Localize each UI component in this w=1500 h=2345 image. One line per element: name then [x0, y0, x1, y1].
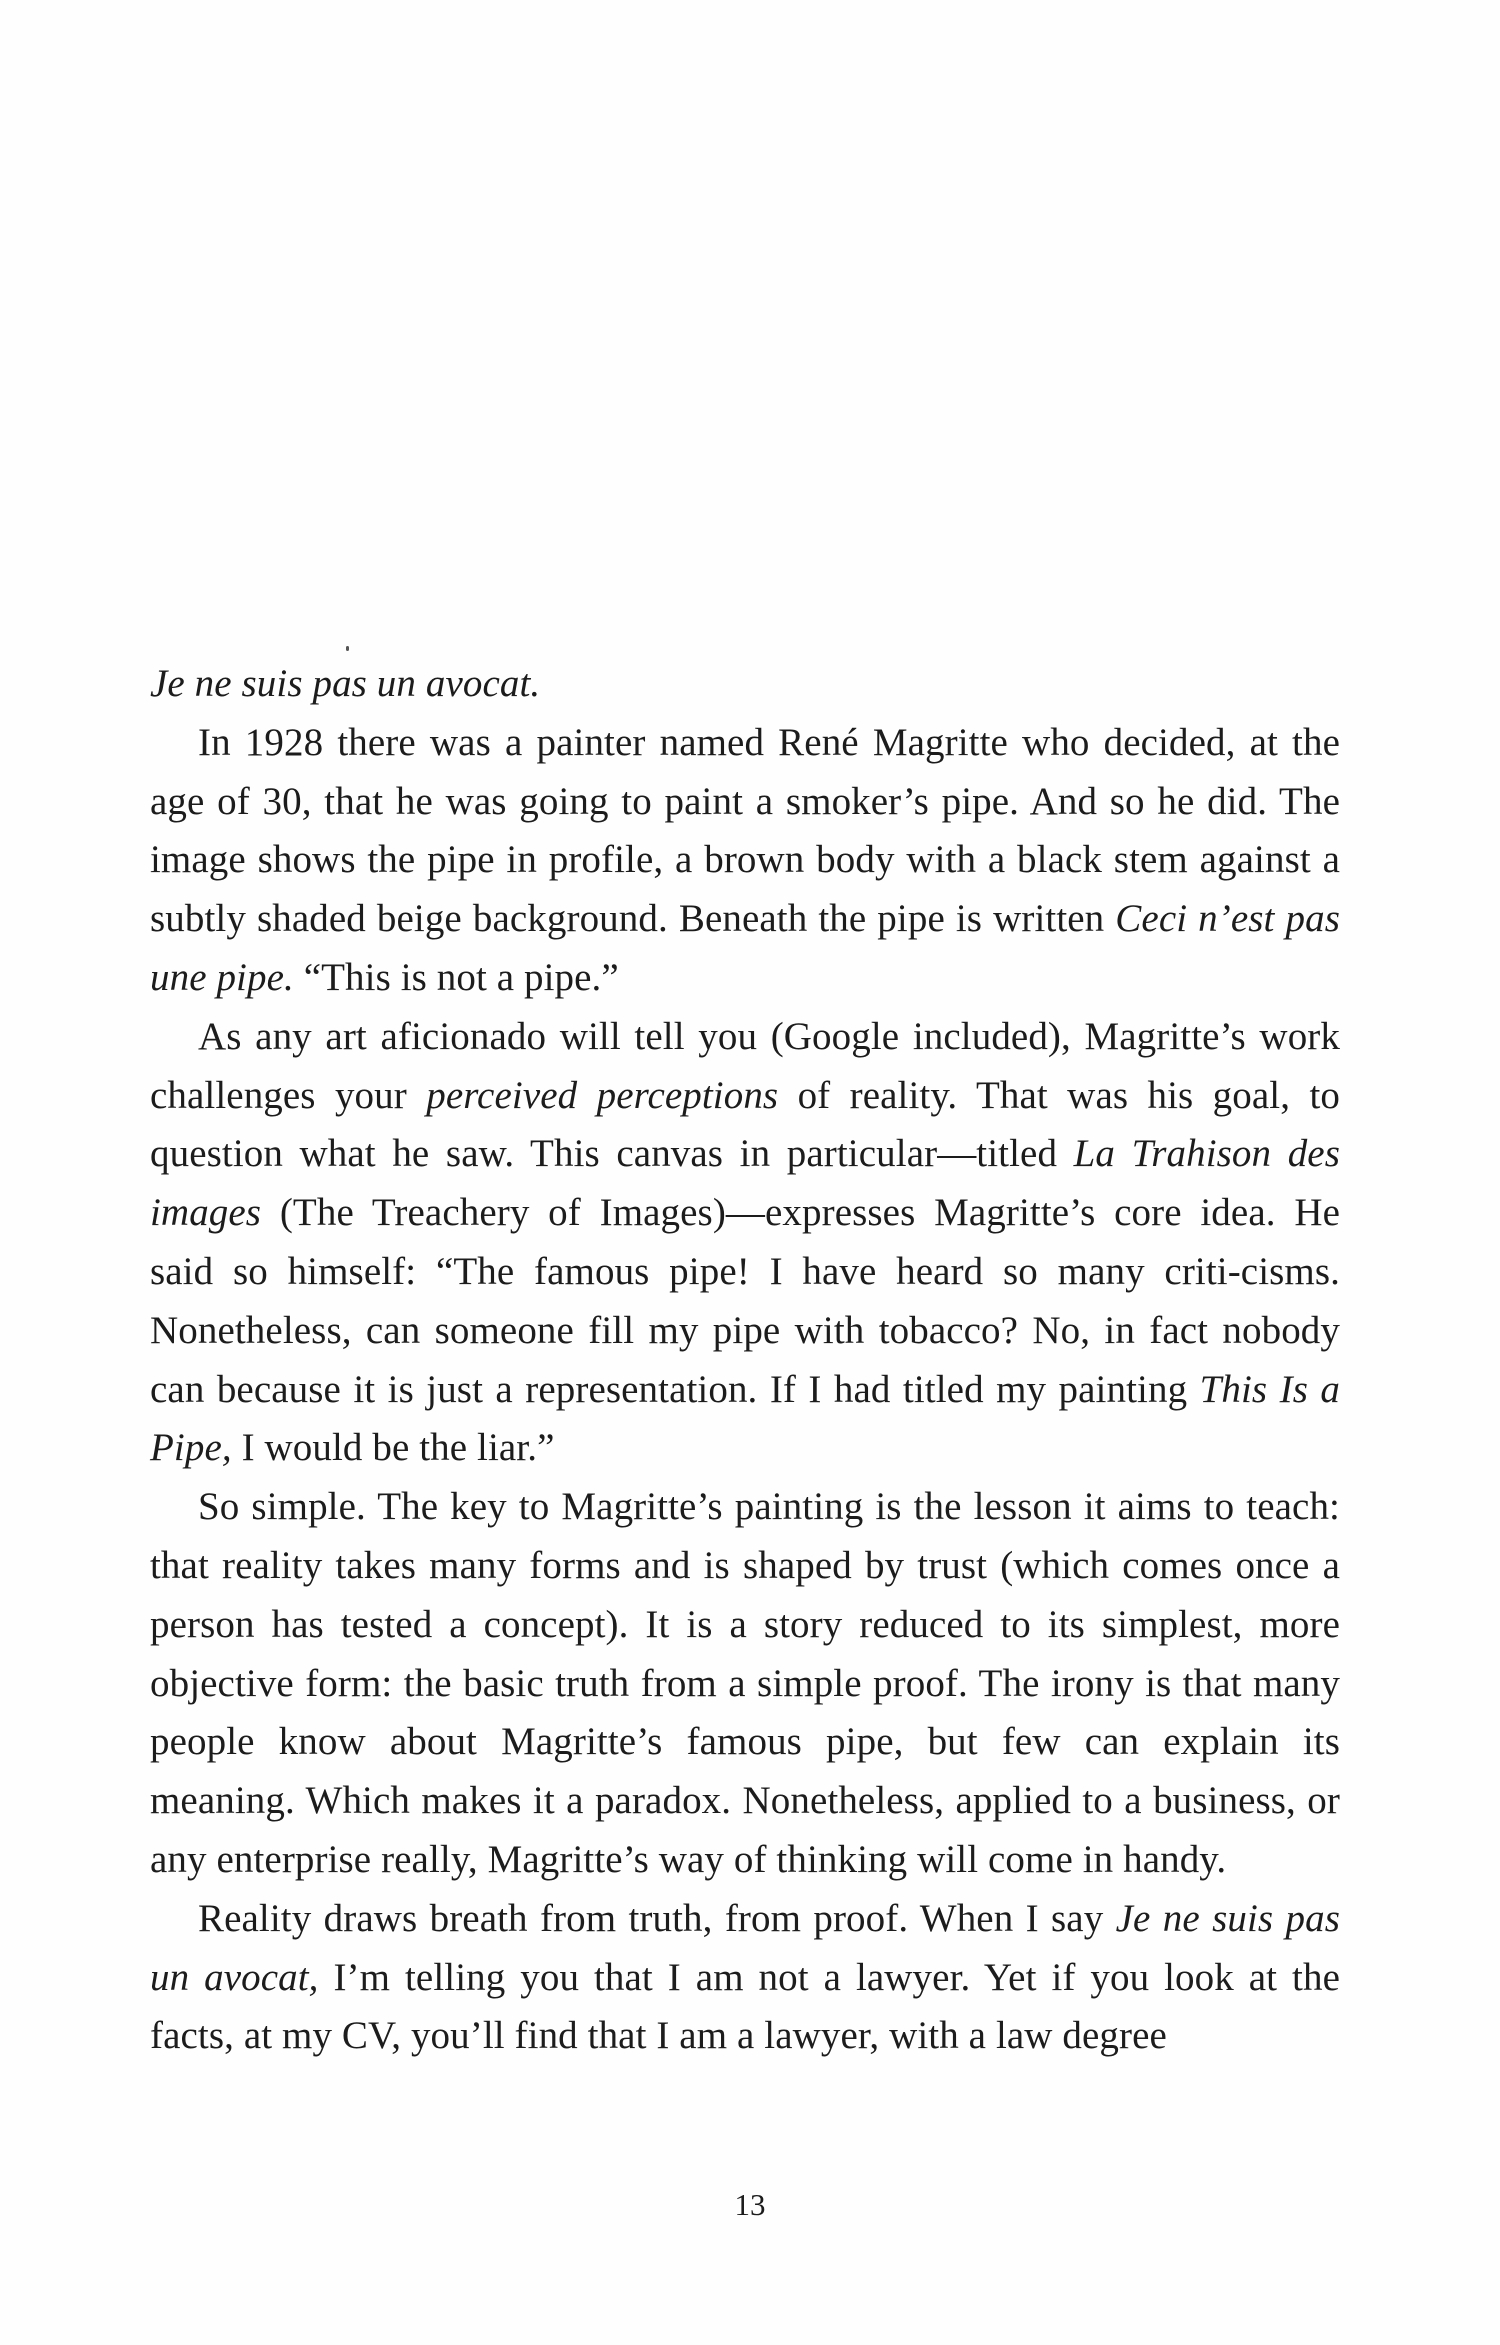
paragraph-2-italic-b: La Trahison des images — [150, 1132, 1340, 1235]
paragraph-1-text-a: In 1928 there was a painter named René Magritte who decided, at the age of 30, that he was going to paint a smoker’s pipe. And so he did. The image shows the pipe in profile, a brown body with a black stem against a subtly shaded beige background. Beneath the pipe is written — [150, 720, 1340, 941]
paragraph-1 — [150, 714, 1340, 1008]
paragraph-4-text-b: I’m telling you that I am not a lawyer. Yet if you look at the facts, at my CV, you’ll find that I am a lawyer, with a law degree — [150, 1955, 1340, 2058]
paragraph-2-text-c: (The Treachery of Images)—expresses Magritte’s core idea. He said so himself: “The famous pipe! I have heard so many criti-cisms. Nonetheless, can someone fill my pipe with tobacco? No, in fact nobody can because it is just a representation. If I had titled my painting — [150, 1191, 1340, 1411]
paragraph-4-text-a: Reality draws breath from truth, from proof. When I say — [198, 1896, 1116, 1940]
paragraph-2-text-b: of reality. That was his goal, to question what he saw. This canvas in particular—titled — [150, 1073, 1340, 1176]
body-text — [150, 655, 1340, 2066]
paragraph-2-text-a: As any art aficionado will tell you (Google included), Magritte’s work challenges your — [150, 1014, 1340, 1117]
paragraph-4 — [150, 1890, 1340, 2066]
paragraph-2-italic-a: perceived perceptions — [426, 1073, 779, 1117]
page-number: 13 — [734, 2187, 766, 2222]
ink-speck — [346, 646, 349, 651]
paragraph-3: So simple. The key to Magritte’s painting is the lesson it aims to teach: that reality takes many forms and is shaped by trust (which comes once a person has tested a concept). It is a story reduced to its simplest, more objective form: the basic truth from a simple proof. The irony is that many people know about Magritte’s famous pipe, but few can explain its meaning. Which makes it a paradox. Nonetheless, applied to a business, or any enterprise really, Magritte’s way of thinking will come in handy. — [150, 1485, 1340, 1881]
paragraph-2 — [150, 1008, 1340, 1478]
paragraph-2-text-d: I would be the liar.” — [231, 1426, 555, 1470]
paragraph-1-text-b: “This is not a pipe.” — [293, 955, 619, 999]
paragraph-2-italic-c: This Is a Pipe, — [150, 1367, 1340, 1470]
opening-line — [150, 655, 1340, 714]
paragraph-4-italic-a: Je ne suis pas un avocat, — [150, 1896, 1340, 1999]
paragraph-1-italic-a: Ceci n’est pas une pipe. — [150, 897, 1340, 999]
opening-line-italic: Je ne suis pas un avocat. — [150, 662, 541, 705]
